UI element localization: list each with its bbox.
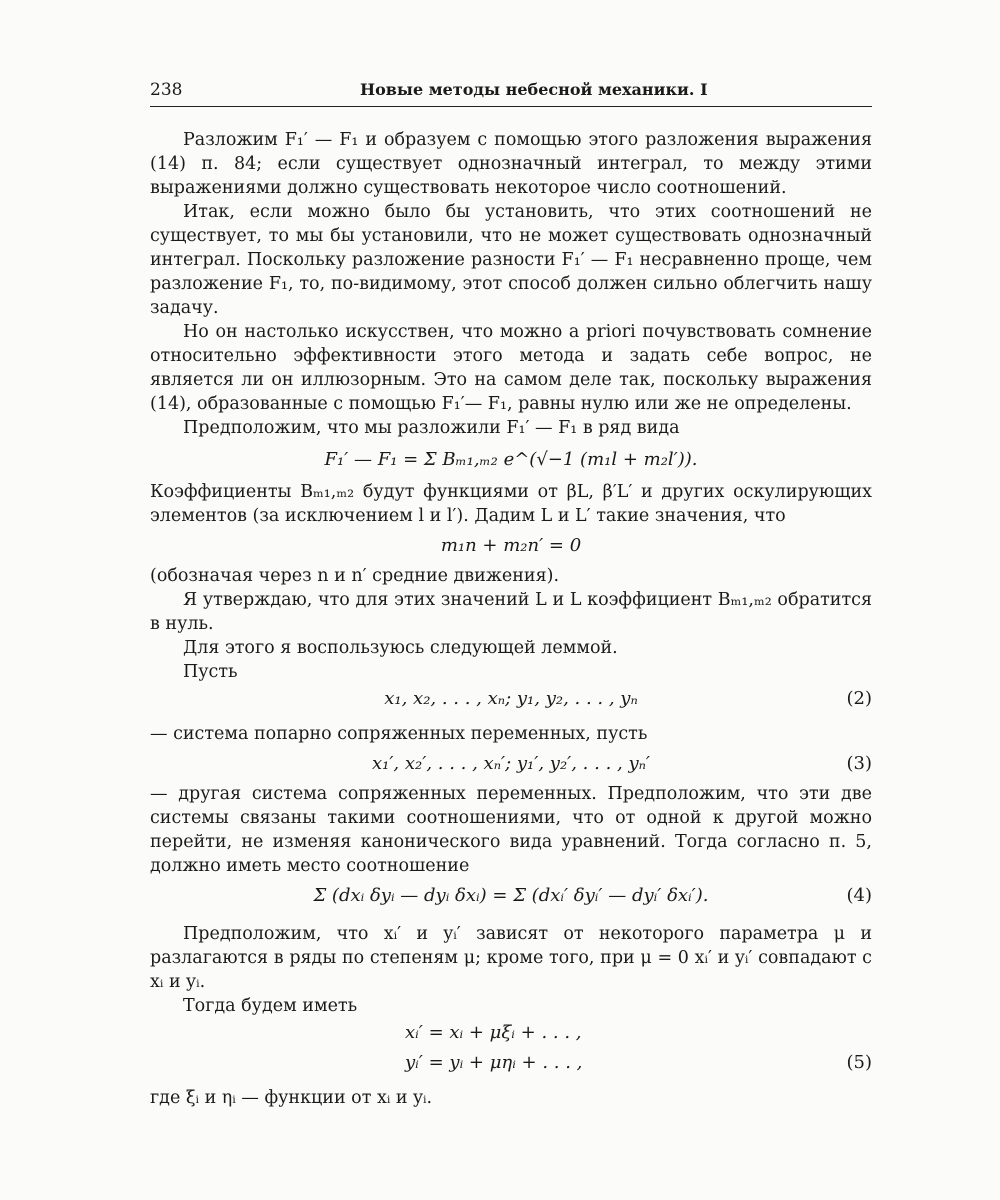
paragraph: (обозначая через n и n′ средние движения).: [150, 566, 560, 586]
paragraph: где ξᵢ и ηᵢ — функции от xᵢ и yᵢ.: [150, 1088, 433, 1108]
page-header: [150, 78, 872, 107]
equation-text: yᵢ′ = yᵢ + μηᵢ + . . . ,: [405, 1052, 583, 1073]
equation-5b: [150, 1048, 872, 1078]
paragraph: Но он настолько искусствен, что можно a priori почувствовать сомнение относительно эффективности этого метода и задать себе вопрос, не является ли он иллюзорным. Это на самом деле так, поскольку выражения (14), образованные с помощью F₁′— F₁, равны нулю или же не определены.: [150, 322, 872, 414]
equation-number: (4): [846, 885, 872, 906]
paragraph: Разложим F₁′ — F₁ и образуем с помощью этого разложения выражения (14) п. 84; если существует однозначный интеграл, то между этими выражениями должно существовать некоторое число соотношений.: [150, 130, 872, 198]
paragraph: Я утверждаю, что для этих значений L и L коэффициент Bₘ₁,ₘ₂ обратится в нуль.: [150, 590, 872, 634]
page-body: [150, 128, 872, 1110]
paragraph: — другая система сопряженных переменных. Предположим, что эти две системы связаны такими соотношениями, что от одной к другой можно перейти, не изменяя канонического вида уравнений. Тогда согласно п. 5, должно иметь место соотношение: [150, 784, 872, 876]
equation-number: (3): [846, 753, 872, 774]
paragraph: Коэффициенты Bₘ₁,ₘ₂ будут функциями от βL, β′L′ и других оскулирующих элементов (за исключением l и l′). Дадим L и L′ такие значения, что: [150, 482, 872, 526]
equation-number: (5): [846, 1052, 872, 1073]
equation-text: Σ (dxᵢ δyᵢ — dyᵢ δxᵢ) = Σ (dxᵢ′ δyᵢ′ — dyᵢ′ δxᵢ′).: [313, 885, 709, 906]
paragraph: Для этого я воспользуюсь следующей леммой.: [183, 638, 618, 658]
paragraph: Тогда будем иметь: [183, 996, 358, 1016]
paragraph: — система попарно сопряженных переменных, пусть: [150, 724, 648, 744]
paragraph: Пусть: [183, 662, 238, 682]
running-title: Новые методы небесной механики. I: [360, 80, 708, 99]
equation-text: xᵢ′ = xᵢ + μξᵢ + . . . ,: [405, 1022, 582, 1043]
equation-condition: [150, 528, 872, 564]
equation-text: x₁′, x₂′, . . . , xₙ′; y₁′, y₂′, . . . , yₙ′: [371, 753, 651, 774]
equation-4: [150, 878, 872, 914]
equation-5a: [150, 1018, 872, 1048]
equation-2: [150, 684, 872, 714]
page-number: 238: [150, 80, 183, 100]
equation-text: m₁n + m₂n′ = 0: [440, 535, 582, 556]
paragraph: Предположим, что мы разложили F₁′ — F₁ в ряд вида: [183, 418, 680, 438]
paragraph: Итак, если можно было бы установить, что этих соотношений не существует, то мы бы установили, что не может существовать однозначный интеграл. Поскольку разложение разности F₁′ — F₁ несравненно проще, чем разложение F₁, то, по-видимому, этот способ должен сильно облегчить нашу задачу.: [150, 202, 872, 318]
equation-number: (2): [846, 688, 872, 709]
equation-expansion: [150, 440, 872, 480]
equation-text: F₁′ — F₁ = Σ Bₘ₁,ₘ₂ e^(√−1 (m₁l + m₂l′)).: [324, 449, 698, 470]
paragraph: Предположим, что xᵢ′ и yᵢ′ зависят от некоторого параметра μ и разлагаются в ряды по степеням μ; кроме того, при μ = 0 xᵢ′ и yᵢ′ совпадают с xᵢ и yᵢ.: [150, 924, 872, 992]
equation-3: [150, 746, 872, 782]
equation-text: x₁, x₂, . . . , xₙ; y₁, y₂, . . . , yₙ: [384, 688, 638, 709]
